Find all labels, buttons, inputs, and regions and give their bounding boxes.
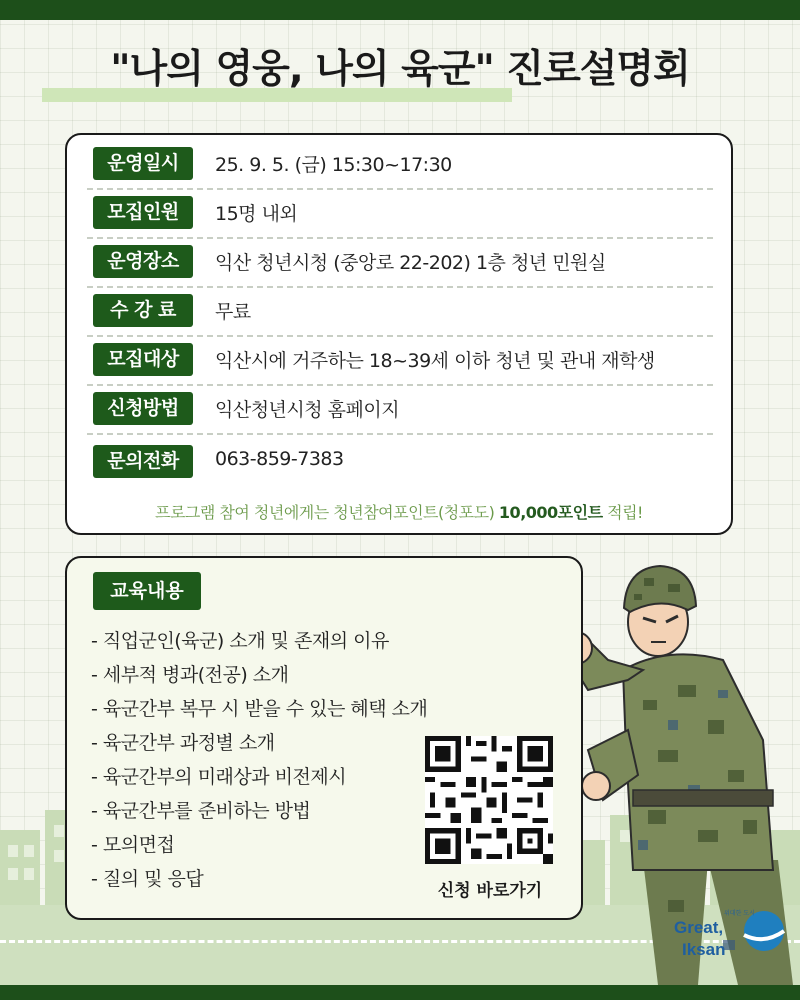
- qr-apply-link[interactable]: 신청 바로가기: [437, 881, 543, 901]
- info-row-fee: [87, 286, 713, 337]
- education-item: - 육군간부 과정별 소개: [91, 732, 275, 754]
- info-value: 25. 9. 5. (금) 15:30~17:30: [215, 154, 452, 176]
- education-item: - 세부적 병과(전공) 소개: [91, 664, 289, 686]
- info-label: 모집인원: [93, 196, 193, 229]
- great-iksan-logo: [672, 905, 787, 965]
- info-value: 15명 내외: [215, 203, 298, 225]
- info-label: 운영장소: [93, 245, 193, 278]
- info-row-target: [87, 335, 713, 386]
- info-value: 익산시에 거주하는 18~39세 이하 청년 및 관내 재학생: [215, 350, 655, 372]
- logo-line1: Great,: [674, 918, 724, 937]
- info-label: 신청방법: [93, 392, 193, 425]
- education-item: - 질의 및 응답: [91, 868, 204, 890]
- info-label: 운영일시: [93, 147, 193, 180]
- info-box: [65, 133, 733, 535]
- education-item: - 직업군인(육군) 소개 및 존재의 이유: [91, 630, 389, 652]
- notice-suffix: 적립!: [602, 503, 643, 522]
- bottom-bar: [0, 985, 800, 1000]
- education-item: - 육군간부를 준비하는 방법: [91, 800, 311, 822]
- education-box: [65, 556, 583, 920]
- education-item: - 육군간부의 미래상과 비전제시: [91, 766, 347, 788]
- info-label: 문의전화: [93, 445, 193, 478]
- info-label: 모집대상: [93, 343, 193, 376]
- education-item: - 육군간부 복무 시 받을 수 있는 혜택 소개: [91, 698, 428, 720]
- info-value: 무료: [215, 301, 251, 323]
- education-list: [91, 624, 427, 896]
- logo-small-text: 위대한 도시: [724, 910, 755, 917]
- info-row-schedule: [87, 139, 713, 190]
- logo-line2: Iksan: [682, 940, 726, 959]
- info-label: 수 강 료: [93, 294, 193, 327]
- info-row-location: [87, 237, 713, 288]
- info-row-contact: [87, 437, 713, 486]
- points-notice: [67, 500, 731, 523]
- info-value: 익산 청년시청 (중앙로 22-202) 1층 청년 민원실: [215, 252, 606, 274]
- notice-highlight: 10,000포인트: [498, 503, 603, 522]
- education-label: 교육내용: [93, 572, 201, 610]
- info-value: 익산청년시청 홈페이지: [215, 399, 400, 421]
- top-bar: [0, 0, 800, 20]
- qr-code[interactable]: [425, 736, 553, 864]
- education-item: - 모의면접: [91, 834, 175, 856]
- title-container: [0, 38, 800, 94]
- info-row-apply-method: [87, 384, 713, 435]
- page-title: "나의 영웅, 나의 육군" 진로설명회: [110, 47, 690, 92]
- info-value: 063-859-7383: [215, 448, 344, 470]
- notice-prefix: 프로그램 참여 청년에게는 청년참여포인트(청포도): [155, 503, 499, 522]
- info-row-capacity: [87, 188, 713, 239]
